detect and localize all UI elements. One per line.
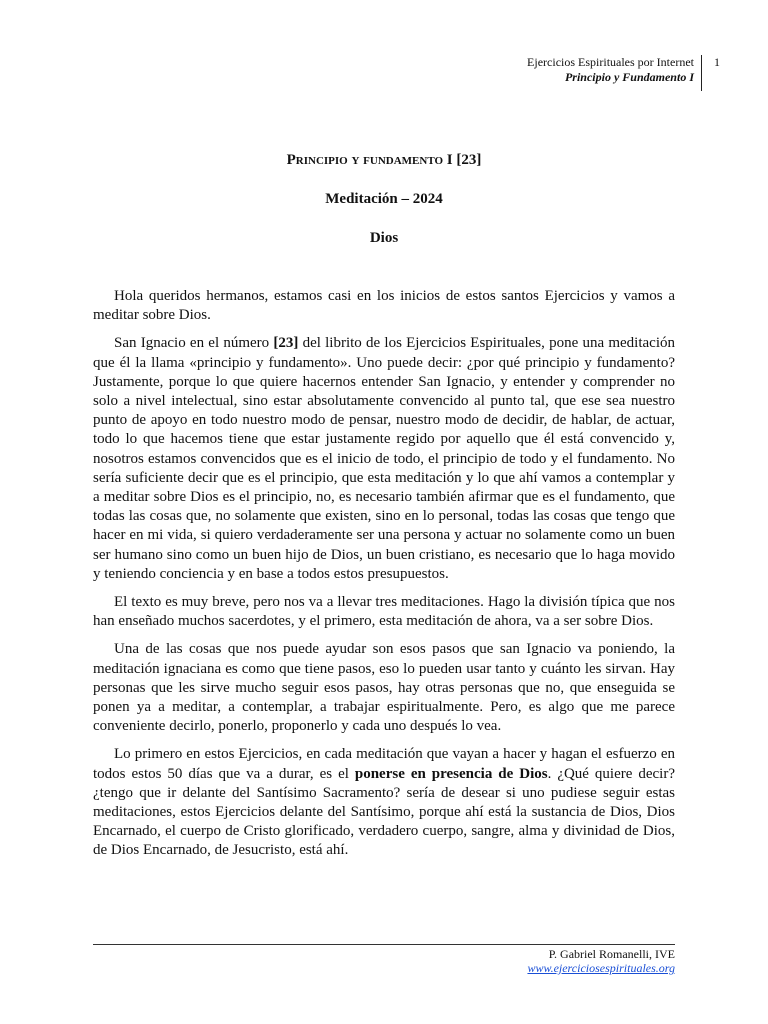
body-text — [93, 287, 675, 870]
document-titles — [0, 152, 768, 247]
header-title: Ejercicios Espirituales por Internet — [527, 55, 694, 69]
paragraph-2 — [93, 334, 675, 584]
paragraph-5 — [93, 745, 675, 860]
document-title-text: Principio y fundamento I — [286, 152, 453, 168]
footer-author: P. Gabriel Romanelli, IVE — [548, 947, 675, 961]
header-text-block — [527, 55, 702, 91]
document-title — [0, 152, 768, 169]
paragraph-5-emphasis: ponerse en presencia de Dios — [354, 765, 548, 782]
paragraph-2-start: San Ignacio en el número — [114, 335, 274, 352]
page-number: 1 — [714, 55, 720, 69]
page-header — [527, 55, 720, 91]
paragraph-2-reference: [23] — [273, 335, 299, 352]
paragraph-1: Hola queridos hermanos, estamos casi en los inicios de estos santos Ejercicios y vamos a meditar sobre Dios. — [93, 288, 675, 324]
paragraph-2-rest: del librito de los Ejercicios Espirituales, pone una meditación que él la llama «principio y fundamento». Uno puede decir: ¿por qué principio y fundamento? Justamente, porque lo que quiere hacernos entender San Ignacio, y entender y comprender no solo a nivel intelectual, sino estar absolutamente convencido al punto tal, que ese sea nuestro punto de apoyo en todo nuestro modo de pensar, nuestro modo de decidir, de hablar, de actuar, todo lo que hacemos tiene que estar justamente regido por aquello que él está convencido y, nosotros estamos convencidos que es el inicio de todo, el principio de todo y el fundamento. No sería suficiente decir que es el principio, que esta meditación y lo que ahí vamos a contemplar y a meditar sobre Dios es el principio, no, es necesario también afirmar que es el fundamento, que todas las cosas que, no solamente que existen, sino en lo personal, todas las cosas que tengo que hacer en mi vida, si quiero verdaderamente ser una persona y actuar no solamente como un buen ser humano sino como un buen hijo de Dios, un buen cristiano, es necesario que lo haga movido y teniendo conciencia y en base a todos estos presupuestos. — [93, 335, 675, 582]
document-topic: Dios — [369, 230, 399, 246]
footer-divider — [93, 944, 675, 945]
document-subtitle: Meditación – 2024 — [325, 191, 443, 207]
document-title-ref: [23] — [452, 152, 482, 168]
paragraph-4: Una de las cosas que nos puede ayudar son esos pasos que san Ignacio va poniendo, la meditación ignaciana es como que tiene pasos, eso lo pueden usar tanto y cuánto les sirvan. Hay personas que les sirve mucho seguir esos pasos, hay otras personas que no, que enseguida se ponen ya a meditar, a contemplar, a trabajar espiritualmente. Pero, es algo que me parece conveniente decirlo, ponerlo, proponerlo y cada uno después lo vea. — [93, 641, 675, 735]
header-subtitle: Principio y Fundamento I — [564, 70, 694, 84]
paragraph-5-start: Lo primero en estos Ejercicios, en cada meditación que vayan a hacer y hagan el esfuerzo en todos estos 50 días que va a durar, es el — [93, 746, 675, 782]
footer-website-link[interactable]: www.ejerciciosespirituales.org — [527, 961, 675, 975]
paragraph-5-rest: . ¿Qué quiere decir? ¿tengo que ir delante del Santísimo Sacramento? sería de desear si uno pudiese seguir estas meditaciones, estos Ejercicios delante del Santísimo, porque ahí está la sustancia de Dios, Dios Encarnado, el cuerpo de Cristo glorificado, verdadero cuerpo, sangre, alma y divinidad de Dios, de Dios Encarnado, de Jesucristo, está ahí. — [93, 765, 676, 859]
paragraph-3: El texto es muy breve, pero nos va a llevar tres meditaciones. Hago la división típica que nos han enseñado muchos sacerdotes, y el primero, esta meditación de ahora, va a ser sobre Dios. — [93, 594, 675, 630]
page-footer — [527, 947, 675, 975]
